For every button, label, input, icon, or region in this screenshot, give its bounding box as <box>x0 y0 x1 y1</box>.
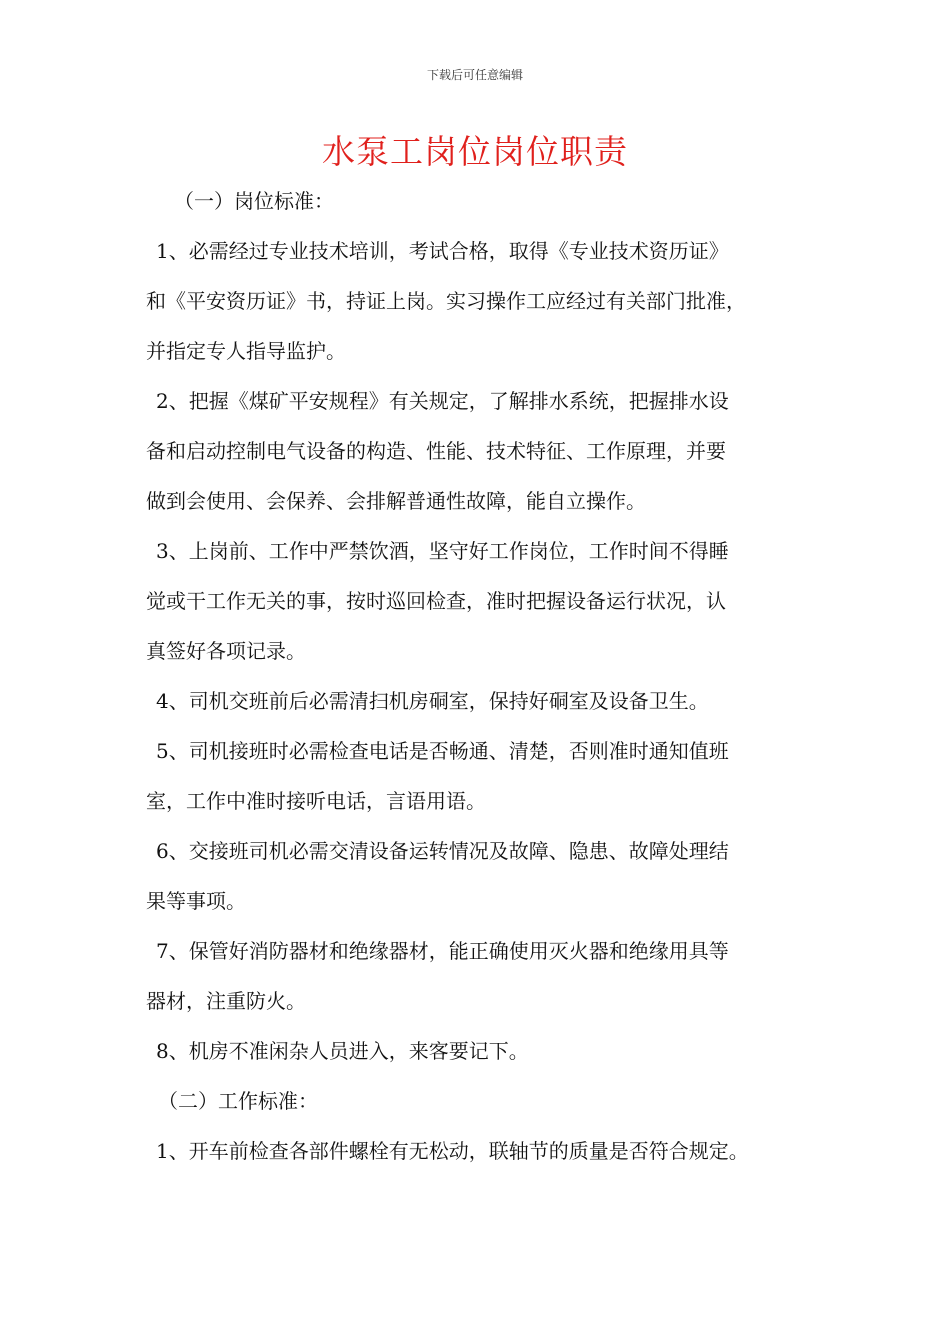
paragraph-line: 觉或干工作无关的事，按时巡回检查，准时把握设备运行状况，认 <box>146 589 726 613</box>
document-body <box>146 176 836 1176</box>
paragraph-line: 5、司机接班时必需检查电话是否畅通、清楚，否则准时通知值班 <box>156 739 729 763</box>
document-title: 水泵工岗位岗位职责 <box>322 132 628 171</box>
paragraph-line: 并指定专人指导监护。 <box>146 339 346 363</box>
paragraph-line: （一）岗位标准： <box>174 189 334 213</box>
paragraph-line: 1、必需经过专业技术培训，考试合格，取得《专业技术资历证》 <box>156 239 729 263</box>
paragraph-line: 8、机房不准闲杂人员进入，来客要记下。 <box>156 1039 529 1063</box>
paragraph-line: 备和启动控制电气设备的构造、性能、技术特征、工作原理，并要 <box>146 439 726 463</box>
paragraph-line: 7、保管好消防器材和绝缘器材，能正确使用灭火器和绝缘用具等 <box>156 939 729 963</box>
paragraph-line: 真签好各项记录。 <box>146 639 306 663</box>
paragraph-line: 2、把握《煤矿平安规程》有关规定，了解排水系统，把握排水设 <box>156 389 729 413</box>
paragraph-line: 4、司机交班前后必需清扫机房硐室，保持好硐室及设备卫生。 <box>156 689 709 713</box>
paragraph-line: 室，工作中准时接听电话，言语用语。 <box>146 789 486 813</box>
paragraph-line: 1、开车前检查各部件螺栓有无松动，联轴节的质量是否符合规定。 <box>156 1139 749 1163</box>
paragraph-line: 做到会使用、会保养、会排解普通性故障，能自立操作。 <box>146 489 646 513</box>
paragraph-line: 和《平安资历证》书，持证上岗。实习操作工应经过有关部门批准， <box>146 289 746 313</box>
paragraph-line: 6、交接班司机必需交清设备运转情况及故障、隐患、故障处理结 <box>156 839 729 863</box>
paragraph-line: 器材，注重防火。 <box>146 989 306 1013</box>
header-note: 下载后可任意编辑 <box>426 68 523 82</box>
section-heading: （二）工作标准： <box>158 1089 318 1113</box>
paragraph-line: 果等事项。 <box>146 889 246 913</box>
paragraph-line: 3、上岗前、工作中严禁饮酒，坚守好工作岗位，工作时间不得睡 <box>156 539 729 563</box>
